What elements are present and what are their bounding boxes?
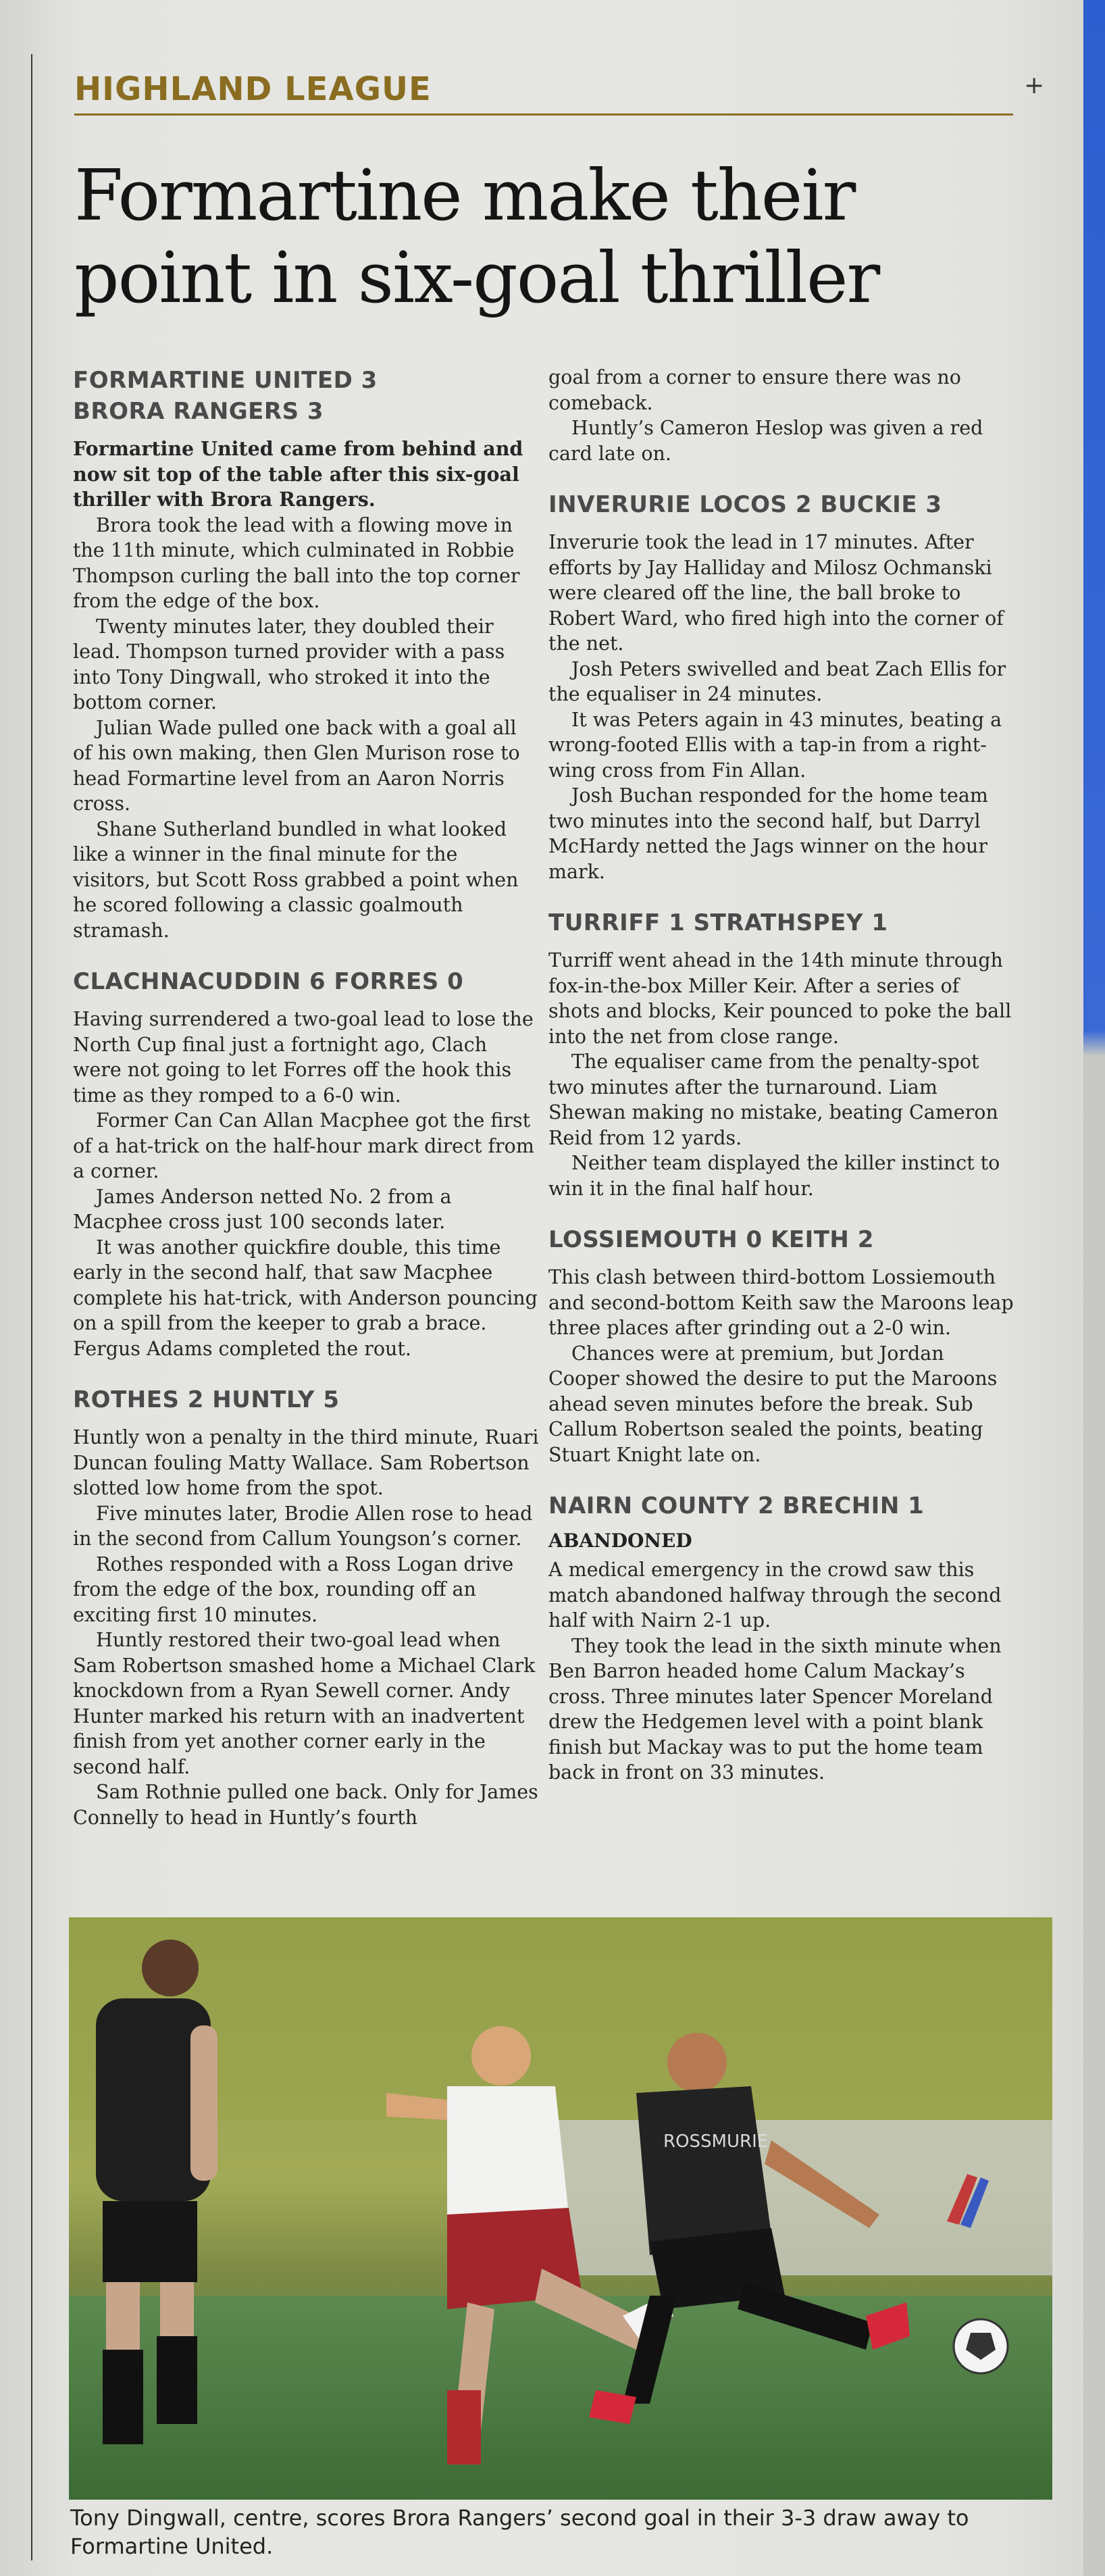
story-lede: Formartine United came from behind and now sit top of the table after this six-goal thriller with Brora Rangers. [73,437,523,511]
paragraph: James Anderson netted No. 2 from a Macphee cross just 100 seconds later. [73,1185,452,1233]
paragraph: goal from a corner to ensure there was no comeback. [548,366,961,414]
paragraph: Huntly won a penalty in the third minute, Ruari Duncan fouling Matty Wallace. Sam Robertson slotted low home from the spot. [73,1426,539,1499]
story-heading: CLACHNACUDDIN 6 FORRES 0 [73,968,464,995]
paragraph: Shane Sutherland bundled in what looked like a winner in the final minute for the visitors, but Scott Ross grabbed a point when he scored following a classic goalmouth stramash. [73,817,519,942]
left-column [73,365,539,1853]
story-heading-line: FORMARTINE UNITED 3 [73,367,378,394]
story-continued [548,365,1014,466]
section-kicker: HIGHLAND LEAGUE [74,70,432,108]
paragraph: Josh Buchan responded for the home team two minutes into the second half, but Darryl McHardy netted the Jags winner on the hour mark. [548,784,988,883]
story-rothes [73,1384,539,1830]
story-heading: ROTHES 2 HUNTLY 5 [73,1386,340,1413]
story-heading: NAIRN COUNTY 2 BRECHIN 1 [548,1492,925,1519]
story-turriff [548,907,1014,1201]
paragraph: It was Peters again in 43 minutes, beating a wrong-footed Ellis with a tap-in from a right-wing cross from Fin Allan. [548,708,1002,782]
paragraph: Josh Peters swivelled and beat Zach Ellis for the equaliser in 24 minutes. [548,657,1006,705]
paragraph: Inverurie took the lead in 17 minutes. After efforts by Jay Halliday and Milosz Ochmanski were cleared off the line, the ball broke to Robert Ward, who fired high into the corner of the net. [548,531,1004,655]
story-heading: TURRIFF 1 STRATHSPEY 1 [548,909,888,936]
story-heading [73,365,539,427]
paragraph: Twenty minutes later, they doubled their lead. Thompson turned provider with a pass into Tony Dingwall, who stroked it into the bottom corner. [73,615,505,713]
right-column [548,365,1014,1809]
paragraph: Huntly restored their two-goal lead when Sam Robertson smashed home a Michael Clark knockdown from a Ryan Sewell corner. Andy Hunter marked his return with an inadvertent finish from yet another corner early in the second half. [73,1629,536,1778]
background-edge [1083,0,1105,2576]
paragraph: Having surrendered a two-goal lead to lose the North Cup final just a fortnight ago, Clach were not going to let Forres off the hook this time as they romped to a 6-0 win. [73,1008,534,1107]
paragraph: Neither team displayed the killer instinct to win it in the final half hour. [548,1152,1000,1200]
paragraph: They took the lead in the sixth minute when Ben Barron headed home Calum Mackay’s cross. Three minutes later Spencer Moreland drew the Hedgemen level with a point blank finish but Mackay was to put the home team back in front on 33 minutes. [548,1634,1002,1784]
headline-line: Formartine make their [74,154,855,236]
status-label: ABANDONED [548,1530,692,1552]
story-lossiemouth [548,1224,1014,1467]
column-rule [31,54,32,2560]
paragraph: Turriff went ahead in the 14th minute through fox-in-the-box Miller Keir. After a series of shots and blocks, Keir pounced to poke the ball into the net from close range. [548,949,1012,1048]
story-heading: INVERURIE LOCOS 2 BUCKIE 3 [548,491,942,518]
story-heading: LOSSIEMOUTH 0 KEITH 2 [548,1226,874,1253]
plus-icon: + [1024,72,1045,99]
photo-caption: Tony Dingwall, centre, scores Brora Rangers’ second goal in their 3-3 draw away to Formartine United. [70,2505,969,2559]
match-photo-illustration [69,1917,1052,2500]
headline [74,154,1033,319]
paragraph: Chances were at premium, but Jordan Cooper showed the desire to put the Maroons ahead seven minutes before the break. Sub Callum Robertson sealed the points, beating Stuart Knight late on. [548,1342,998,1466]
paragraph: This clash between third-bottom Lossiemouth and second-bottom Keith saw the Maroons leap three places after grinding out a 2-0 win. [548,1266,1014,1339]
paragraph: Brora took the lead with a flowing move in the 11th minute, which culminated in Robbie Thompson curling the ball into the top corner from the edge of the box. [73,513,520,612]
paragraph: It was another quickfire double, this time early in the second half, that saw Macphee complete his hat-trick, with Anderson pouncing on a spill from the keeper to grab a brace. Fergus Adams completed the rout. [73,1236,538,1360]
paragraph: Huntly’s Cameron Heslop was given a red card late on. [548,417,983,465]
story-inverurie [548,489,1014,884]
story-heading-line: BRORA RANGERS 3 [73,398,324,425]
paragraph: Former Can Can Allan Macphee got the first of a hat-trick on the half-hour mark direct from a corner. [73,1109,534,1182]
headline-line: point in six-goal thriller [74,236,879,319]
paragraph: Sam Rothnie pulled one back. Only for James Connelly to head in Huntly’s fourth [73,1781,538,1829]
paragraph: Rothes responded with a Ross Logan drive from the edge of the box, rounding off an exciting first 10 minutes. [73,1552,514,1626]
story-formartine [73,365,539,943]
paragraph: The equaliser came from the penalty-spot two minutes after the turnaround. Liam Shewan making no mistake, beating Cameron Reid from 12 yards. [548,1051,998,1149]
story-nairn [548,1490,1014,1786]
paragraph: Five minutes later, Brodie Allen rose to head in the second from Callum Youngson’s corner. [73,1502,533,1550]
football [954,2319,1008,2373]
shirt-sponsor: ROSSMURIE [663,2131,769,2152]
paragraph: A medical emergency in the crowd saw this match abandoned halfway through the second half with Nairn 2-1 up. [548,1559,1002,1632]
match-photo [69,1917,1052,2500]
kicker-rule [74,113,1013,116]
paragraph: Julian Wade pulled one back with a goal all of his own making, then Glen Murison rose to head Formartine level from an Aaron Norris cross. [73,716,520,815]
story-clachnacuddin [73,966,539,1361]
